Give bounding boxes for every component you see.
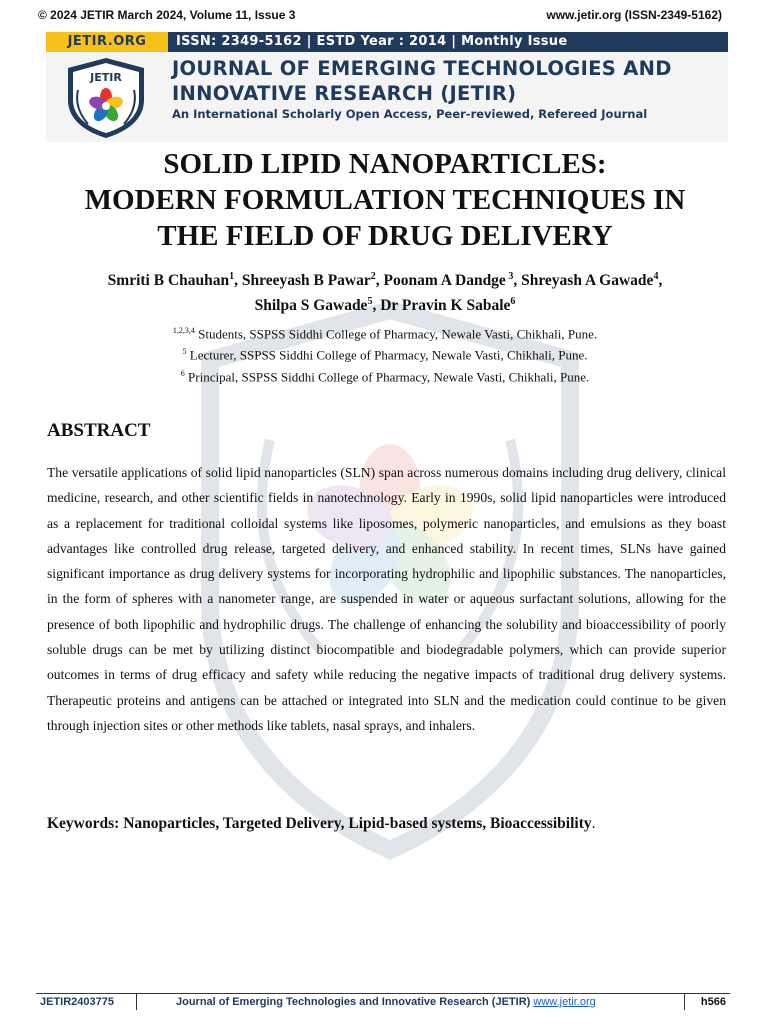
banner-issn-text: ISSN: 2349-5162 | ESTD Year : 2014 | Monthly Issue — [176, 34, 568, 49]
affiliation-item — [40, 365, 730, 386]
keywords-end: . — [591, 815, 596, 832]
journal-tagline: An International Scholarly Open Access, Peer-reviewed, Refereed Journal — [172, 107, 648, 121]
abstract-body: The versatile applications of solid lipid nanoparticles (SLN) span across numerous domains including drug delivery, clinical medicine, research, and other scientific fields in nanotechnology. Early in 1990s, solid lipid nanoparticles were introduced as a replacement for traditional colloidal systems like liposomes, polymeric nanoparticles, and emulsions as they boast advantages like controlled drug release, targeted delivery, and enhanced stability. In recent times, SLNs have gained significant importance as drug delivery systems for incorporating hydrophilic and lipophilic substances. The nanoparticles, in the form of spheres with a nanometer range, are suspended in water or aqueous surfactant solutions, allowing for the presence of both lipophilic and hydrophilic drugs. The challenge of enhancing the solubility and bioaccessibility of poorly soluble drugs can be met by utilizing distinct biocompatible and biodegradable polymers, which can provide superior outcomes in terms of drug efficacy and safety while reducing the negative impacts of traditional drug delivery systems. Therapeutic proteins and antigens can be attached or integrated into SLN and the medication could continue to be given through injection sites or other methods like tablets, nasal sprays, and inhalers. — [47, 465, 726, 733]
abstract-heading: ABSTRACT — [47, 420, 151, 441]
author-line2: Shilpa S Gawade$^5$, Dr Pravin K Sabale$^6$ — [254, 296, 516, 315]
author-sup: 6 — [510, 296, 516, 308]
banner-site-label: JETIR.ORG — [46, 32, 168, 52]
affiliation-sup: 6 — [180, 368, 185, 378]
author-name: Poonam A Dandge — [383, 272, 506, 290]
author-name: Shreyash A Gawade — [521, 272, 654, 290]
paper-title — [40, 146, 730, 254]
author-name: Dr Pravin K Sabale — [380, 297, 511, 315]
footer-journal — [176, 996, 596, 1008]
author-name: Smriti B Chauhan — [107, 272, 230, 290]
running-header-left: © 2024 JETIR March 2024, Volume 11, Issue 3 — [38, 8, 296, 22]
footer-article-id: JETIR2403775 — [40, 996, 114, 1008]
affiliation-text: Students, SSPSS Siddhi College of Pharmacy, Newale Vasti, Chikhali, Pune. — [198, 326, 598, 342]
title-line3: THE FIELD OF DRUG DELIVERY — [157, 220, 613, 252]
author-sup: 2 — [370, 271, 376, 282]
author-name: Shreeyash B Pawar — [241, 272, 371, 290]
keywords — [47, 815, 596, 833]
title-line2: MODERN FORMULATION TECHNIQUES IN — [84, 184, 686, 216]
keywords-text: Keywords: Nanoparticles, Targeted Delivery, Lipid-based systems, Bioaccessibility — [47, 815, 592, 832]
footer-page-number: h566 — [700, 996, 726, 1008]
author-line1: Smriti B Chauhan$^1$, Shreeyash B Pawar$^2$, Poonam A Dandge $^3$, Shreyash A Gawade$^4$, — [107, 271, 663, 290]
jetir-logo — [58, 54, 154, 140]
affiliation-text: Principal, SSPSS Siddhi College of Pharmacy, Newale Vasti, Chikhali, Pune. — [188, 368, 590, 384]
logo-text: JETIR — [90, 71, 122, 84]
affiliation-item — [40, 343, 730, 364]
affiliation-sup: 1,2,3,4 — [172, 326, 195, 335]
title-line1: SOLID LIPID NANOPARTICLES: — [163, 148, 607, 180]
journal-banner — [46, 32, 728, 142]
footer-website-link[interactable]: www.jetir.org — [533, 996, 596, 1008]
banner-body — [46, 52, 728, 142]
footer-divider — [684, 994, 685, 1010]
author-name: Shilpa S Gawade — [254, 297, 368, 315]
author-sup: 4 — [653, 271, 659, 282]
page-footer — [36, 996, 730, 1012]
author-list — [40, 266, 730, 316]
affiliation-sup: 5 — [182, 347, 187, 357]
footer-divider — [136, 994, 137, 1010]
journal-name — [172, 56, 672, 106]
journal-name-line2: INNOVATIVE RESEARCH (JETIR) — [172, 82, 517, 105]
author-sup: 3 — [505, 271, 514, 282]
footer-rule — [36, 993, 730, 994]
affiliation-item — [40, 322, 730, 343]
journal-name-line1: JOURNAL OF EMERGING TECHNOLOGIES AND — [172, 57, 672, 80]
affiliation-list — [40, 322, 730, 386]
author-sup: 1 — [229, 271, 235, 282]
author-sup: 5 — [367, 296, 373, 308]
running-header-right: www.jetir.org (ISSN-2349-5162) — [546, 8, 722, 22]
footer-journal-name: Journal of Emerging Technologies and Innovative Research (JETIR) — [176, 996, 534, 1008]
affiliation-text: Lecturer, SSPSS Siddhi College of Pharmacy, Newale Vasti, Chikhali, Pune. — [189, 347, 588, 363]
